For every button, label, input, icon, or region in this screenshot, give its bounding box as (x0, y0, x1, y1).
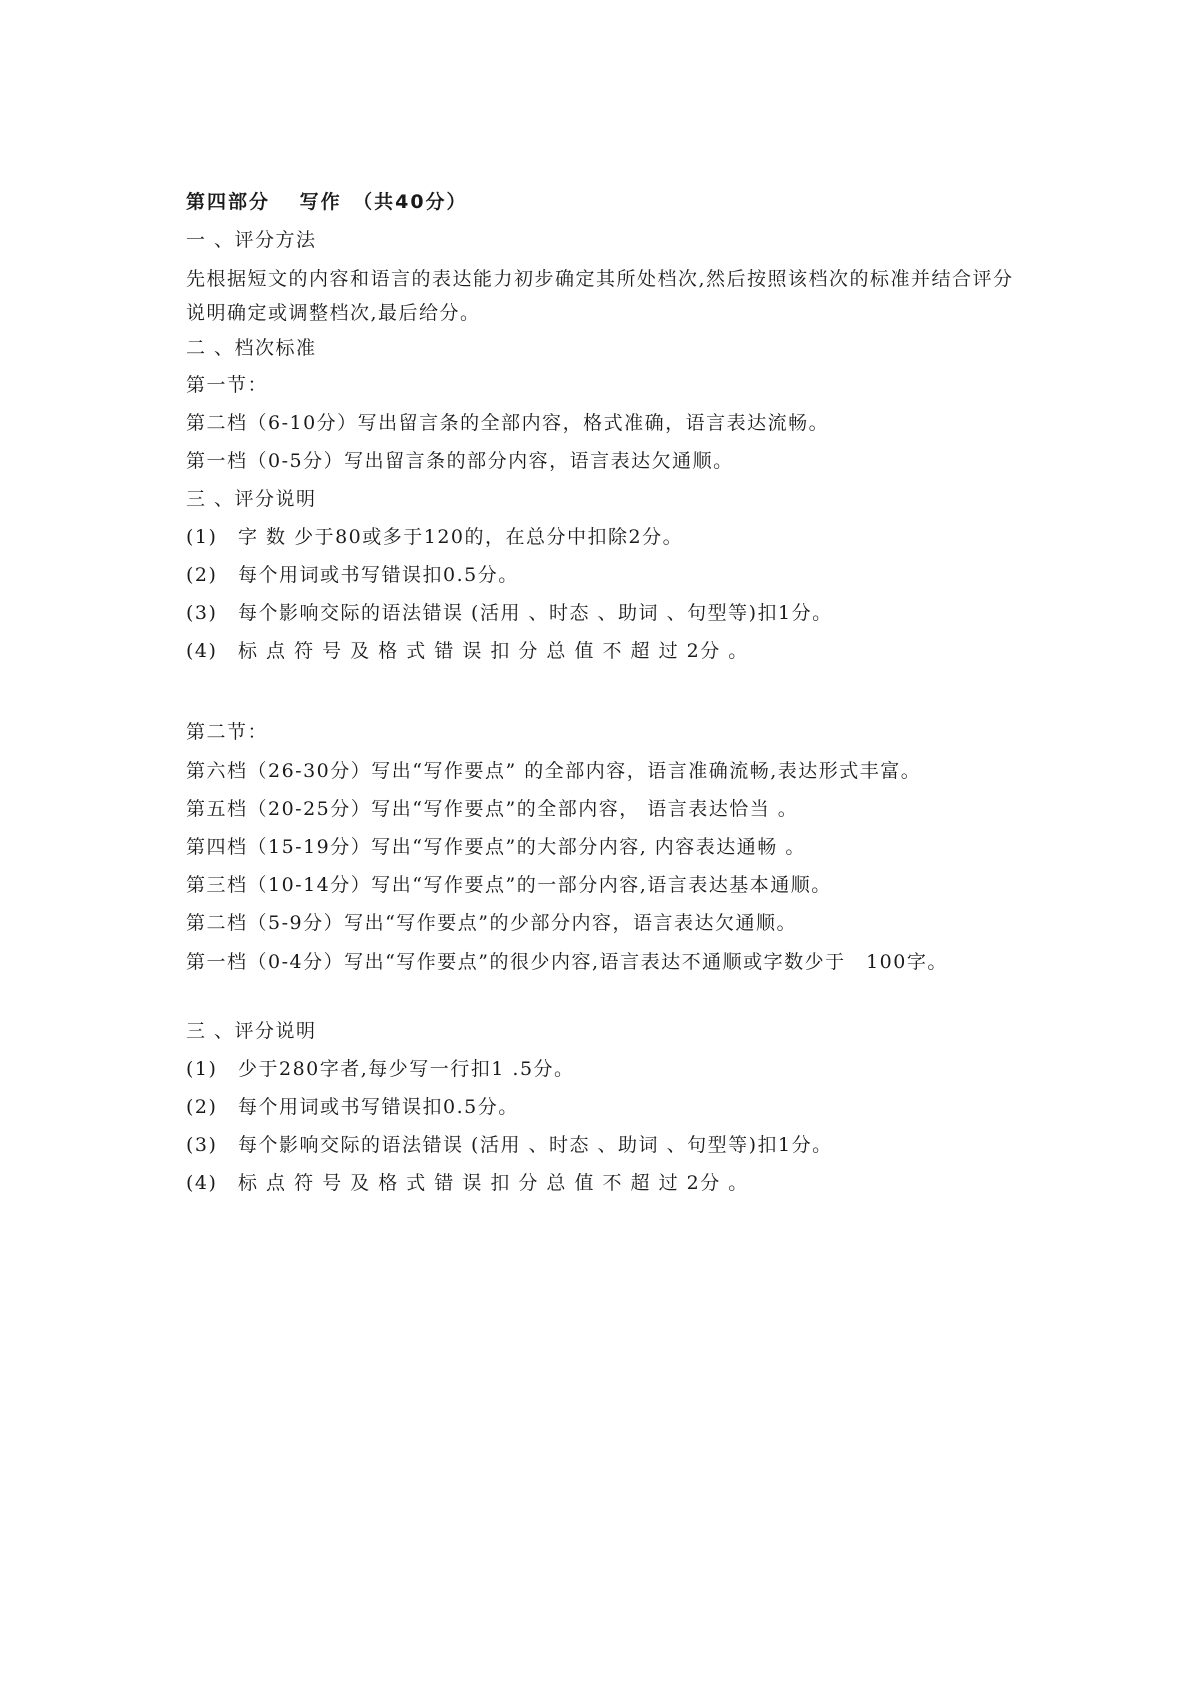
note-number: (4) (186, 640, 218, 662)
part1-note-1 (186, 523, 1026, 551)
note-text: 标 点 符 号 及 格 式 错 误 扣 分 总 值 不 超 过 2分 。 (238, 640, 749, 662)
grade-standard-heading: 二 、档次标准 (186, 337, 317, 359)
note-text: 每个用词或书写错误扣0.5分。 (238, 1096, 519, 1118)
note-text: 标 点 符 号 及 格 式 错 误 扣 分 总 值 不 超 过 2分 。 (238, 1172, 749, 1194)
part2-level-5: 第五档（20-25分）写出“写作要点”的全部内容， 语言表达恰当 。 (186, 798, 799, 820)
note-text: 每个影响交际的语法错误 (活用 、时态 、助词 、句型等)扣1分。 (238, 1134, 833, 1156)
part2-level-6: 第六档（26-30分）写出“写作要点” 的全部内容，语言准确流畅,表达形式丰富。 (186, 760, 922, 782)
part2-notes-heading: 三 、评分说明 (186, 1020, 317, 1042)
note-number: (3) (186, 602, 218, 624)
note-text: 少于280字者,每少写一行扣1 .5分。 (238, 1058, 575, 1080)
part2-heading: 第二节： (186, 721, 269, 743)
scoring-method-text: 先根据短文的内容和语言的表达能力初步确定其所处档次,然后按照该档次的标准并结合评分说明确定或调整档次,最后给分。 (186, 268, 1014, 324)
part1-note-3 (186, 599, 1026, 627)
scoring-method-heading: 一 、评分方法 (186, 229, 317, 251)
part2-note-3 (186, 1131, 1026, 1159)
note-text: 字 数 少于80或多于120的，在总分中扣除2分。 (238, 526, 684, 548)
section-title: 第四部分 写作 （共40分） (186, 191, 468, 213)
note-text: 每个影响交际的语法错误 (活用 、时态 、助词 、句型等)扣1分。 (238, 602, 833, 624)
note-number: (2) (186, 1096, 218, 1118)
part1-note-4 (186, 637, 1026, 665)
note-text: 每个用词或书写错误扣0.5分。 (238, 564, 519, 586)
part2-note-2 (186, 1093, 1026, 1121)
part2-note-1 (186, 1055, 1026, 1083)
note-number: (1) (186, 1058, 218, 1080)
part2-level-1: 第一档（0-4分）写出“写作要点”的很少内容,语言表达不通顺或字数少于 100字。 (186, 951, 948, 973)
note-number: (4) (186, 1172, 218, 1194)
part1-level-1: 第一档（0-5分）写出留言条的部分内容，语言表达欠通顺。 (186, 450, 734, 472)
part1-note-2 (186, 561, 1026, 589)
note-number: (3) (186, 1134, 218, 1156)
note-number: (1) (186, 526, 218, 548)
part2-level-3: 第三档（10-14分）写出“写作要点”的一部分内容,语言表达基本通顺。 (186, 874, 832, 896)
part2-level-4: 第四档（15-19分）写出“写作要点”的大部分内容, 内容表达通畅 。 (186, 836, 806, 858)
part1-notes-heading: 三 、评分说明 (186, 488, 317, 510)
part1-heading: 第一节： (186, 374, 269, 396)
part2-level-2: 第二档（5-9分）写出“写作要点”的少部分内容，语言表达欠通顺。 (186, 912, 798, 934)
part2-note-4 (186, 1169, 1026, 1197)
note-number: (2) (186, 564, 218, 586)
part1-level-2: 第二档（6-10分）写出留言条的全部内容，格式准确，语言表达流畅。 (186, 412, 830, 434)
